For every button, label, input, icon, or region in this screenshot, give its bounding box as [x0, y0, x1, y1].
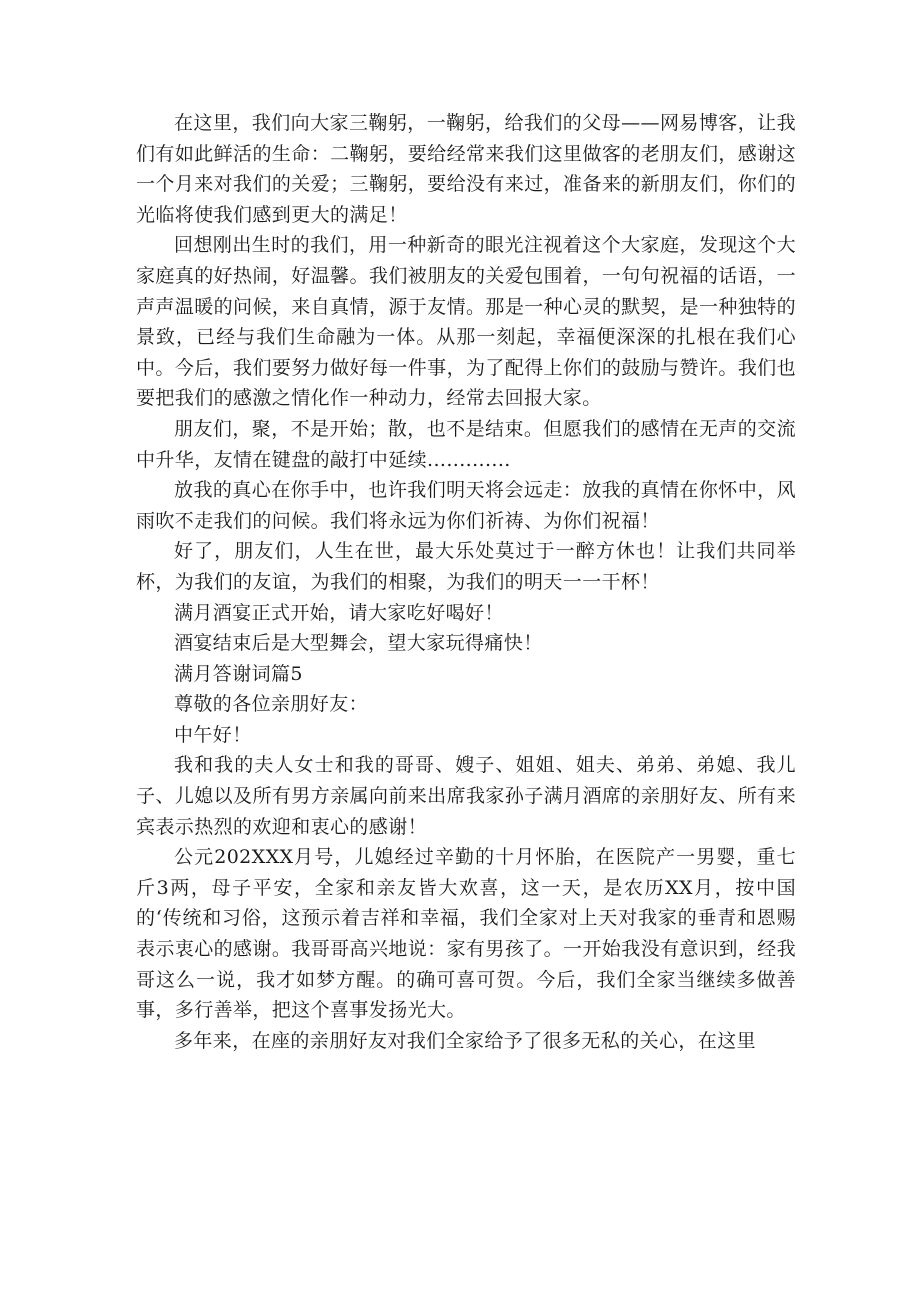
- salutation: 尊敬的各位亲朋好友：: [174, 693, 369, 716]
- paragraph-dance-party: 酒宴结束后是大型舞会，望大家玩得痛快！: [174, 632, 543, 655]
- paragraph-recall-birth: 回想刚出生时的我们，用一种新奇的眼光注视着这个大家庭，发现这个大家庭真的好热闹，好温馨。我们被朋友的关爱包围着，一句句祝福的话语，一声声温暖的问候，来自真情，源于友情。那是一种心灵的默契，是一种独特的景致，已经与我们生命融为一体。从那一刻起，幸福便深深的扎根在我们心中。今后，我们要努力做好每一件事，为了配得上你们的鼓励与赞许。我们也要把我们的感激之情化作一种动力，经常去回报大家。: [136, 234, 796, 410]
- section-heading: 满月答谢词篇5: [174, 662, 303, 685]
- paragraph-birth-announcement: 公元202XXX月号，儿媳经过辛勤的十月怀胎，在医院产一男婴，重七斤3两，母子平安，全家和亲友皆大欢喜，这一天，是农历XX月，按中国的‘传统和习俗，这预示着吉祥和幸福，我们全家对上天对我家的垂青和恩赐表示衷心的感谢。我哥哥高兴地说：家有男孩了。一开始我没有意识到，经我哥这么一说，我才如梦方醒。的确可喜可贺。今后，我们全家当继续多做善事，多行善举，把这个喜事发扬光大。: [136, 846, 796, 1022]
- paragraph-friends-gather: 朋友们，聚，不是开始；散，也不是结束。但愿我们的感情在无声的交流中升华，友情在键盘的敲打中延续.............: [136, 417, 796, 471]
- paragraph-years-care: 多年来，在座的亲朋好友对我们全家给予了很多无私的关心，在这里: [174, 1029, 757, 1052]
- greeting: 中午好！: [174, 723, 252, 746]
- paragraph-bow-thanks: 在这里，我们向大家三鞠躬，一鞠躬，给我们的父母——网易博客，让我们有如此鲜活的生命：二鞠躬，要给经常来我们这里做客的老朋友们，感谢这一个月来对我们的关爱；三鞠躬，要给没有来过，准备来的新朋友们，你们的光临将使我们感到更大的满足！: [136, 112, 796, 226]
- paragraph-banquet-start: 满月酒宴正式开始，请大家吃好喝好！: [174, 601, 504, 624]
- paragraph-true-heart: 放我的真心在你手中，也许我们明天将会远走：放我的真情在你怀中，风雨吹不走我们的问候。我们将永远为你们祈祷、为你们祝福！: [136, 479, 796, 532]
- paragraph-toast: 好了，朋友们，人生在世，最大乐处莫过于一醉方休也！让我们共同举杯，为我们的友谊，为我们的相聚，为我们的明天一一干杯！: [136, 540, 796, 593]
- document-page: [136, 108, 796, 1056]
- paragraph-family-welcome: 我和我的夫人女士和我的哥哥、嫂子、姐姐、姐夫、弟弟、弟媳、我儿子、儿媳以及所有男方亲属向前来出席我家孙子满月酒席的亲朋好友、所有来宾表示热烈的欢迎和衷心的感谢！: [136, 754, 796, 838]
